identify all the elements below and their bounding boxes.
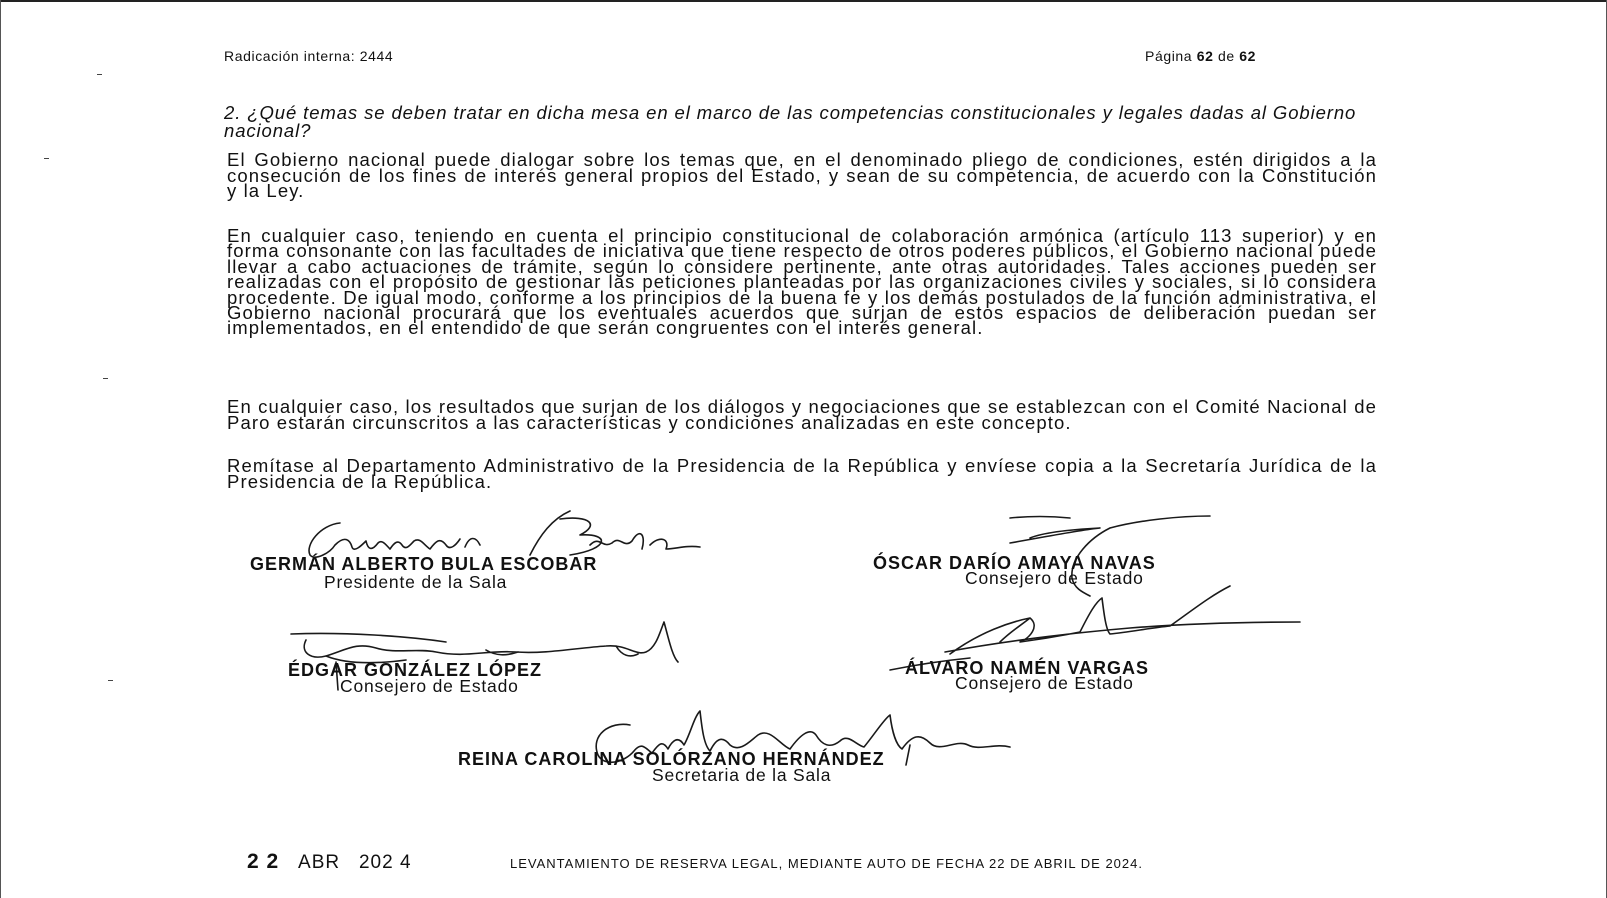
page-mid: de (1217, 48, 1235, 64)
signatory-5-role: Secretaria de la Sala (652, 765, 832, 785)
stamp-month: ABR (298, 852, 341, 873)
signatory-2-role: Consejero de Estado (965, 568, 1144, 588)
signatory-3-name: ÉDGAR GONZÁLEZ LÓPEZ (288, 660, 542, 680)
scan-speck (97, 74, 102, 75)
paragraph-3: En cualquier caso, los resultados que surjan de los diálogos y negociaciones que se establezcan con el Comité Nacional de Paro estarán circunscritos a las características y condiciones analizadas en este concepto. (227, 396, 1377, 433)
page-total: 62 (1239, 48, 1257, 64)
paragraph-2: En cualquier caso, teniendo en cuenta el principio constitucional de colaboración armónica (artículo 113 superior) y en forma consonante con las facultades de iniciativa que tiene respecto de otros poderes públicos, el Gobierno nacional puede llevar a cabo actuaciones de trámite, según lo considere pertinente, ante otras autoridades. Tales acciones pueden ser realizadas con el propósito de gestionar las peticiones planteadas por las organizaciones civiles y sociales, si lo considera procedente. De igual modo, conforme a los principios de la buena fe y los demás postulados de la función administrativa, el Gobierno nacional procurará que los eventuales acuerdos que surjan de estos espacios de deliberación puedan ser implementados, en el entendido de que serán congruentes con el interés general. (227, 225, 1377, 339)
signatory-4-name: ÁLVARO NAMÉN VARGAS (905, 658, 1149, 678)
scan-speck (103, 378, 108, 379)
stamp-year: 202 4 (358, 852, 412, 873)
signatory-2-name: ÓSCAR DARÍO AMAYA NAVAS (873, 553, 1156, 573)
scan-speck (44, 158, 49, 159)
internal-filing-number: Radicación interna: 2444 (224, 48, 394, 64)
stamp-date (247, 850, 412, 874)
scan-left-border (0, 0, 1, 898)
signatory-1-role: Presidente de la Sala (324, 572, 508, 592)
signatory-4-role: Consejero de Estado (955, 673, 1134, 693)
paragraph-4: Remítase al Departamento Administrativo de la Presidencia de la República y envíese copia a la Secretaría Jurídica de la Presidencia de la República. (227, 455, 1377, 492)
scan-speck (108, 680, 113, 681)
signatory-5-name: REINA CAROLINA SOLÓRZANO HERNÁNDEZ (458, 749, 885, 769)
stamp-day: 2 2 (247, 850, 280, 873)
paragraph-1: El Gobierno nacional puede dialogar sobre los temas que, en el denominado pliego de condiciones, estén dirigidos a la consecución de los fines de interés general propios del Estado, y sean de su competencia, de acuerdo con la Constitución y la Ley. (227, 149, 1377, 201)
signatory-3-role: Consejero de Estado (340, 676, 519, 696)
signatory-1-name: GERMÁN ALBERTO BULA ESCOBAR (250, 554, 598, 574)
question-heading: 2. ¿Qué temas se deben tratar en dicha mesa en el marco de las competencias constitucionales y legales dadas al Gobierno nacional? (224, 102, 1357, 141)
page-prefix: Página (1145, 48, 1193, 64)
footer-notice: LEVANTAMIENTO DE RESERVA LEGAL, MEDIANTE AUTO DE FECHA 22 DE ABRIL DE 2024. (510, 856, 1143, 871)
page-current: 62 (1196, 48, 1214, 64)
page-number (1145, 48, 1256, 64)
scan-top-border (0, 0, 1607, 2)
